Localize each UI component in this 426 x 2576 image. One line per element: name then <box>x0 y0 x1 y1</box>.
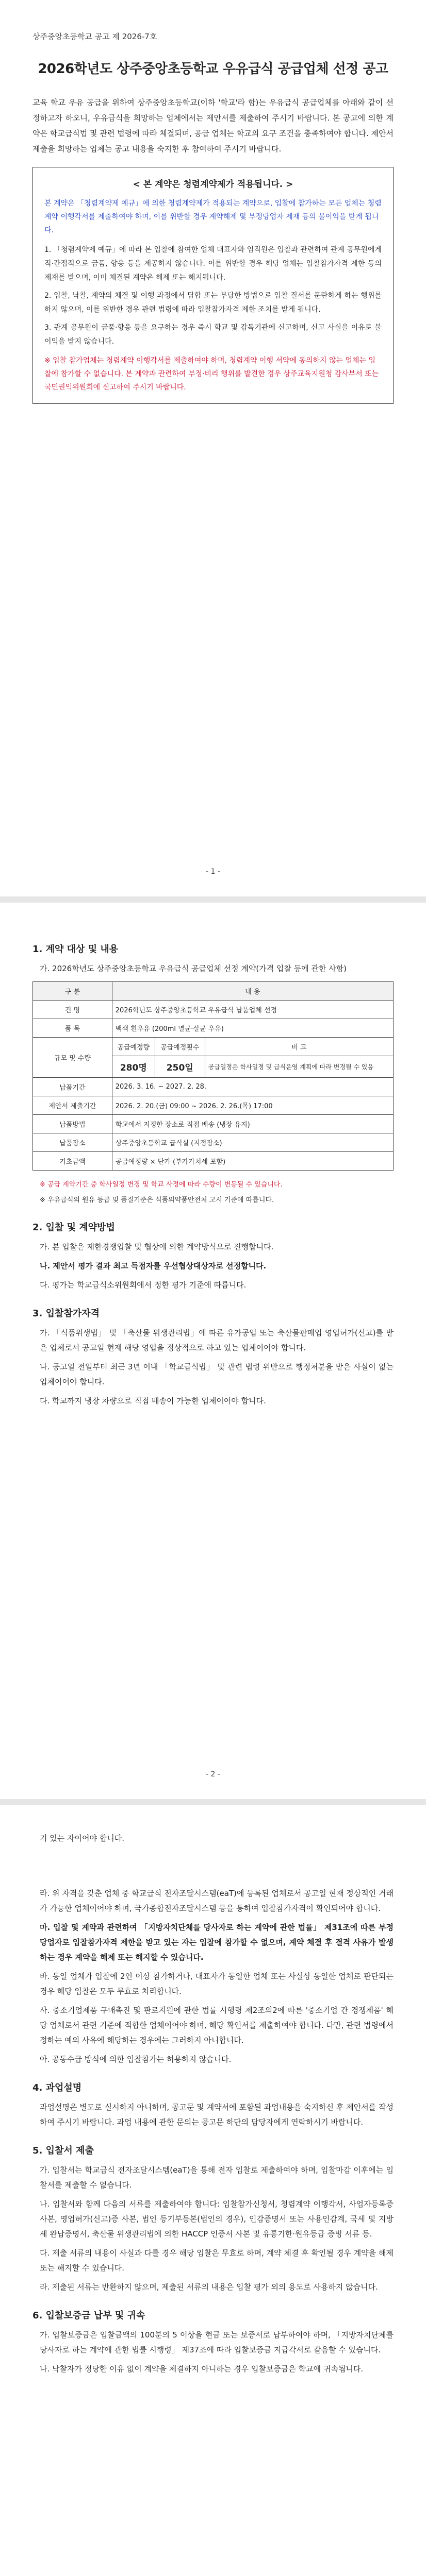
notice-title: < 본 계약은 청렴계약제가 적용됩니다. > <box>133 179 293 190</box>
intro-paragraph: 교육 학교 우유 공급을 위하여 상주중앙초등학교(이하 '학교'라 함)는 우유급식 공급업체를 아래와 같이 선정하고자 하오니, 우유급식을 희망하는 업체에서는 제안서를 제출하여 주시기 바랍니다. 본 공고에 의한 계약은 학교급식법 및 관련 법령에 따라 체결되며, 공급 업체는 학교의 요구 조건을 충족하여야 합니다. 제안서 제출을 희망하는 업체는 공고 내용을 숙지한 후 참여하여 주시기 바랍니다. <box>32 98 394 154</box>
qualification-item: 사. 중소기업제품 구매촉진 및 판로지원에 관한 법률 시행령 제2조의2에 따른 '중소기업 간 경쟁제품' 해당 업체로서 관련 기준에 적합한 업체이어야 하며, 해당 확인서를 제출하여야 합니다. 다만, 관련 법령에서 정하는 예외 사유에 해당하는 경우에는 그러하지 아니합니다. <box>40 2006 394 2045</box>
row-label: 규모 및 수량 <box>33 1038 112 1078</box>
row-value: 2026. 3. 16. ~ 2027. 2. 28. <box>112 1078 393 1096</box>
section-6-item: 가. 입찰보증금은 입찰금액의 100분의 5 이상을 현금 또는 보증서로 납부하여야 하며, 「지방자치단체를 당사자로 하는 계약에 관한 법률 시행령」 제37조에 따라 입찰보증금 지급각서로 갈음할 수 있습니다. <box>40 2330 394 2354</box>
qualification-item: 라. 위 자격을 갖춘 업체 중 학교급식 전자조달시스템(eaT)에 등록된 업체로서 공고일 현재 정상적인 거래가 가능한 업체이어야 하며, 국가종합전자조달시스템 등을 통하여 입찰참가자격이 확인되어야 합니다. <box>40 1889 394 1913</box>
qualification-item: 마. 입찰 및 계약과 관련하여 「지방자치단체를 당사자로 하는 계약에 관한 법률」 제31조에 따른 부정당업자로 입찰참가자격 제한을 받고 있는 자는 입찰에 참가할 수 없으며, 계약 체결 후 결격 사유가 발생하는 경우 계약을 해제 또는 해지할 수 있습니다. <box>40 1923 394 1962</box>
section-4-title: 4. 과업설명 <box>32 2082 82 2093</box>
section-5-item: 가. 입찰서는 학교급식 전자조달시스템(eaT)을 통해 전자 입찰로 제출하여야 하며, 입찰마감 이후에는 입찰서를 제출할 수 없습니다. <box>40 2165 394 2190</box>
notice-blue-text: 본 계약은 「청렴계약제 예규」에 의한 청렴계약제가 적용되는 계약으로, 입찰에 참가하는 모든 업체는 청렴계약 이행각서를 제출하여야 하며, 이를 위반할 경우 계약해제 및 부정당업자 제재 등의 불이익을 받게 됩니다. <box>44 199 382 234</box>
remark-value: 공급일정은 학사일정 및 급식운영 계획에 따라 변경될 수 있음 <box>205 1056 393 1078</box>
section-2-item: 나. 제안서 평가 결과 최고 득점자를 우선협상대상자로 선정합니다. <box>40 1261 267 1270</box>
section-3-item: 나. 공고일 전일부터 최근 3년 이내 「학교급식법」 및 관련 법령 위반으로 행정처분을 받은 사실이 없는 업체이어야 합니다. <box>40 1362 394 1386</box>
qualification-item: 바. 동일 업체가 입찰에 2인 이상 참가하거나, 대표자가 동일한 업체 또는 사실상 동일한 업체로 판단되는 경우 해당 입찰은 모두 무효로 처리합니다. <box>40 1972 394 1996</box>
document-title: 2026학년도 상주중앙초등학교 우유급식 공급업체 선정 공고 <box>38 61 388 77</box>
section-4-text: 과업설명은 별도로 실시하지 아니하며, 공고문 및 계약서에 포함된 과업내용을 숙지하신 후 제안서를 작성하여 주시기 바랍니다. 과업 내용에 관한 문의는 공고문 하단의 담당자에게 연락하시기 바랍니다. <box>40 2103 394 2127</box>
document-page-3 <box>0 1805 426 2576</box>
section-3-title: 3. 입찰참가자격 <box>32 1308 100 1319</box>
row-value: 상주중앙초등학교 급식실 (지정장소) <box>112 1133 393 1152</box>
row-value: 2026. 2. 20.(금) 09:00 ~ 2026. 2. 26.(목) 17:00 <box>112 1096 393 1115</box>
row-label: 납품기간 <box>33 1078 112 1096</box>
page-number: - 1 - <box>206 868 220 876</box>
row-label: 건 명 <box>33 1001 112 1019</box>
section-1-lead: 가. 2026학년도 상주중앙초등학교 우유급식 공급업체 선정 계약(가격 입찰 등에 관한 사항) <box>40 964 347 973</box>
page-number: - 2 - <box>206 1770 220 1778</box>
table-header-item: 구 분 <box>33 982 112 1001</box>
section-2-title: 2. 입찰 및 계약방법 <box>32 1222 115 1233</box>
notice-item-1: 1. 「청렴계약제 예규」에 따라 본 입찰에 참여한 업체 대표자와 임직원은 입찰과 관련하여 관계 공무원에게 직·간접적으로 금품, 향응 등을 제공하지 않습니다. 이를 위반할 경우 해당 업체는 입찰참가자격 제한 등의 제재를 받으며, 이미 체결된 계약은 해제 또는 해지됩니다. <box>44 246 382 282</box>
row-label: 납품장소 <box>33 1133 112 1152</box>
section-6-title: 6. 입찰보증금 납부 및 귀속 <box>32 2310 145 2321</box>
section-5-item: 나. 입찰서와 함께 다음의 서류를 제출하여야 합니다: 입찰참가신청서, 청렴계약 이행각서, 사업자등록증 사본, 영업허가(신고)증 사본, 법인 등기부등본(법인의 경우), 인감증명서 또는 사용인감계, 국세 및 지방세 완납증명서, 축산물 위생관리법에 의한 HACCP 인증서 사본 및 유통기한·원유등급 증빙 서류 등. <box>40 2199 394 2239</box>
continuation-text: 기 있는 자이어야 합니다. <box>40 1834 124 1843</box>
page-separator <box>0 896 426 903</box>
section-5-title: 5. 입찰서 제출 <box>32 2145 94 2156</box>
table-header-content: 내 용 <box>112 982 393 1001</box>
row-label: 기초금액 <box>33 1152 112 1171</box>
quantity-value: 280명 <box>112 1056 155 1078</box>
document-page-1 <box>0 0 426 896</box>
row-value: 2026학년도 상주중앙초등학교 우유급식 납품업체 선정 <box>112 1001 393 1019</box>
row-label: 납품방법 <box>33 1115 112 1133</box>
notice-red-text: ※ 입찰 참가업체는 청렴계약 이행각서를 제출하여야 하며, 청렴계약 이행 서약에 동의하지 않는 업체는 입찰에 참가할 수 없습니다. 본 계약과 관련하여 부정·비리 행위를 발견한 경우 상주교육지원청 감사부서 또는 국민권익위원회에 신고하여 주시기 바랍니다. <box>44 357 379 392</box>
section-2-item: 가. 본 입찰은 제한경쟁입찰 및 협상에 의한 계약방식으로 진행합니다. <box>40 1242 274 1251</box>
row-value: 학교에서 지정한 장소로 직접 배송 (냉장 유지) <box>112 1115 393 1133</box>
section-6-item: 나. 낙찰자가 정당한 이유 없이 계약을 체결하지 아니하는 경우 입찰보증금은 학교에 귀속됩니다. <box>40 2364 364 2374</box>
sub-header: 비 고 <box>205 1038 393 1056</box>
notice-item-3: 3. 관계 공무원이 금품·향응 등을 요구하는 경우 즉시 학교 및 감독기관에 신고하며, 신고 사실을 이유로 불이익을 받지 않습니다. <box>44 324 382 346</box>
contract-info-table <box>32 981 394 1171</box>
section-2-item: 다. 평가는 학교급식소위원회에서 정한 평가 기준에 따릅니다. <box>40 1280 247 1290</box>
section-3-item: 다. 학교까지 냉장 차량으로 직접 배송이 가능한 업체이어야 합니다. <box>40 1396 266 1405</box>
row-value: 백색 흰우유 (200ml 멸균·살균 우유) <box>112 1019 393 1038</box>
row-label: 품 목 <box>33 1019 112 1038</box>
announce-number: 상주중앙초등학교 공고 제 2026-7호 <box>32 32 157 41</box>
notice-item-2: 2. 입찰, 낙찰, 계약의 체결 및 이행 과정에서 담합 또는 부당한 방법으로 입찰 질서를 문란하게 하는 행위를 하지 않으며, 이를 위반한 경우 관련 법령에 따라 입찰참가자격 제한 조치를 받게 됩니다. <box>44 292 382 314</box>
days-value: 250일 <box>155 1056 205 1078</box>
table-note-1: ※ 공급 계약기간 중 학사일정 변경 및 학교 사정에 따라 수량이 변동될 수 있습니다. <box>40 1181 283 1189</box>
section-1-title: 1. 계약 대상 및 내용 <box>32 944 119 955</box>
table-note-2: ※ 우유급식의 원유 등급 및 품질기준은 식품의약품안전처 고시 기준에 따릅니다. <box>40 1196 274 1204</box>
section-5-item: 라. 제출된 서류는 반환하지 않으며, 제출된 서류의 내용은 입찰 평가 외의 용도로 사용하지 않습니다. <box>40 2282 378 2292</box>
page-separator <box>0 1799 426 1805</box>
qualification-item: 아. 공동수급 방식에 의한 입찰참가는 허용하지 않습니다. <box>40 2055 232 2064</box>
row-value: 공급예정량 × 단가 (부가가치세 포함) <box>112 1152 393 1171</box>
row-label: 제안서 제출기간 <box>33 1096 112 1115</box>
section-3-item: 가. 「식품위생법」 및 「축산물 위생관리법」에 따른 유가공업 또는 축산물판매업 영업허가(신고)를 받은 업체로서 공고일 현재 해당 영업을 정상적으로 하고 있는 업체이어야 합니다. <box>40 1328 394 1352</box>
sub-header: 공급예정량 <box>112 1038 155 1056</box>
sub-header: 공급예정횟수 <box>155 1038 205 1056</box>
document-page-2 <box>0 903 426 1799</box>
section-5-item: 다. 제출 서류의 내용이 사실과 다를 경우 해당 입찰은 무효로 하며, 계약 체결 후 확인될 경우 계약을 해제 또는 해지할 수 있습니다. <box>40 2248 394 2273</box>
integrity-notice-box <box>32 167 394 404</box>
